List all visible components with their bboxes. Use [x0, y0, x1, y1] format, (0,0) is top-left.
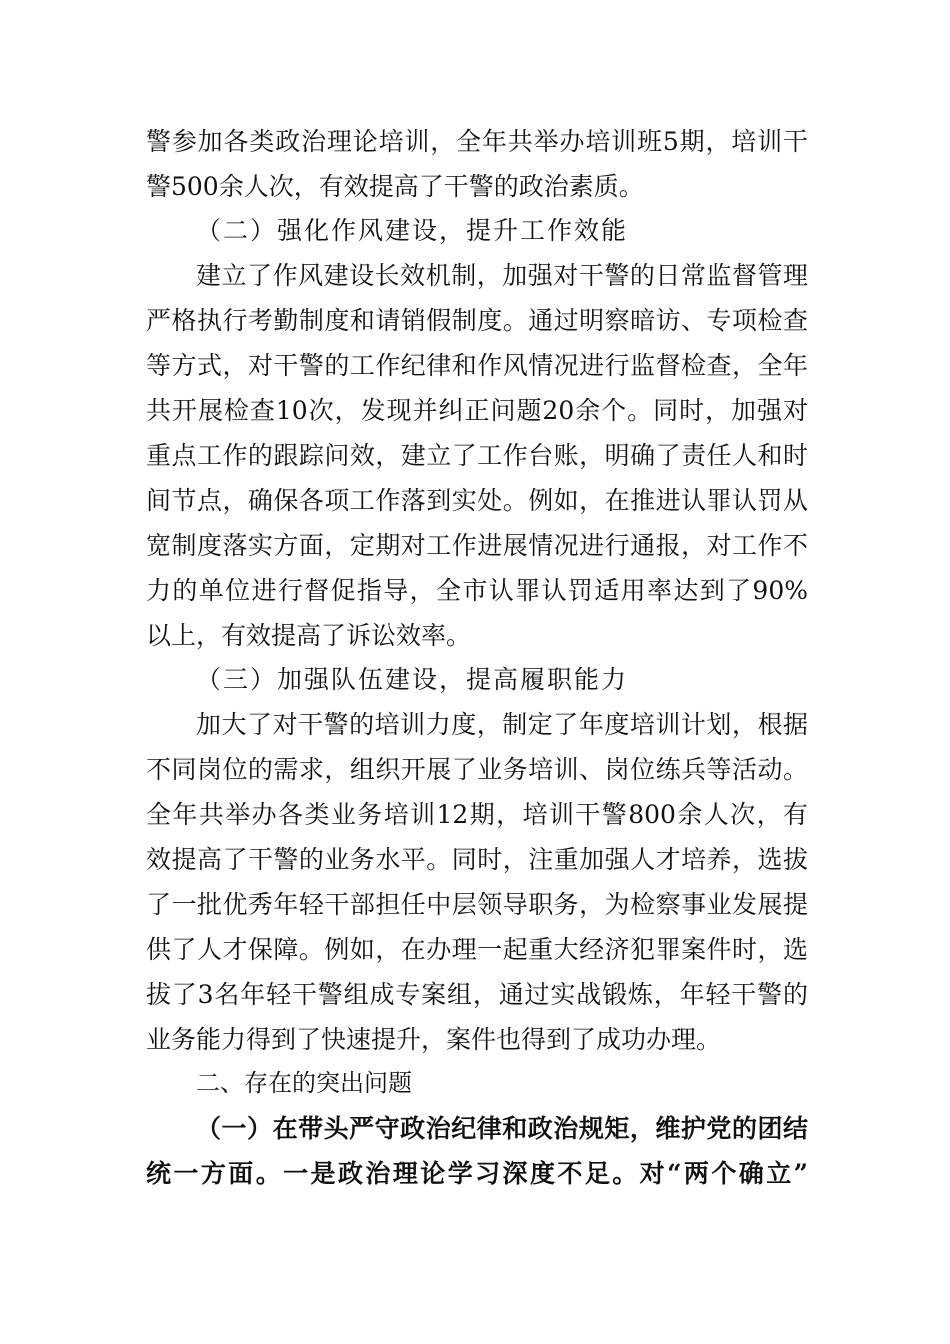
text-line: 严格执行考勤制度和请销假制度。通过明察暗访、专项检查 — [146, 306, 808, 335]
text-line: 建立了作风建设长效机制，加强对干警的日常监督管理 — [196, 261, 808, 290]
text-line: 了一批优秀年轻干部担任中层领导职务，为检察事业发展提 — [146, 890, 808, 919]
text-line: 业务能力得到了快速提升，案件也得到了成功办理。 — [146, 1025, 722, 1054]
text-line: 重点工作的跟踪问效，建立了工作台账，明确了责任人和时 — [146, 441, 808, 470]
text-line: 不同岗位的需求，组织开展了业务培训、岗位练兵等活动。 — [146, 755, 808, 784]
text-line: 共开展检查10次，发现并纠正问题20余个。同时，加强对 — [146, 396, 808, 425]
text-line: 加大了对干警的培训力度，制定了年度培训计划，根据 — [196, 710, 808, 739]
text-line: 等方式，对干警的工作纪律和作风情况进行监督检查，全年 — [146, 351, 808, 380]
text-line: 统一方面。一是政治理论学习深度不足。对“两个确立” — [146, 1159, 808, 1188]
section-heading: 二、存在的突出问题 — [196, 1069, 412, 1097]
text-line: 宽制度落实方面，定期对工作进展情况进行通报，对工作不 — [146, 531, 808, 560]
text-line: 以上，有效提高了诉讼效率。 — [146, 621, 472, 650]
text-line: 间节点，确保各项工作落到实处。例如，在推进认罪认罚从 — [146, 486, 808, 515]
text-line: 警500余人次，有效提高了干警的政治素质。 — [146, 172, 644, 201]
text-line: 警参加各类政治理论培训，全年共举办培训班5期，培训干 — [146, 127, 808, 156]
text-line: 效提高了干警的业务水平。同时，注重加强人才培养，选拔 — [146, 845, 808, 874]
text-line: 供了人才保障。例如，在办理一起重大经济犯罪案件时，选 — [146, 935, 808, 964]
text-line: 全年共举办各类业务培训12期，培训干警800余人次，有 — [146, 800, 808, 829]
text-line: 力的单位进行督促指导，全市认罪认罚适用率达到了90% — [146, 576, 808, 605]
text-line: （一）在带头严守政治纪律和政治规矩，维护党的团结 — [196, 1114, 808, 1143]
section-subheading: （三）加强队伍建设，提高履职能力 — [196, 665, 629, 694]
text-line: 拔了3名年轻干警组成专案组，通过实战锻炼，年轻干警的 — [146, 980, 808, 1009]
section-subheading: （二）强化作风建设，提升工作效能 — [196, 216, 629, 245]
